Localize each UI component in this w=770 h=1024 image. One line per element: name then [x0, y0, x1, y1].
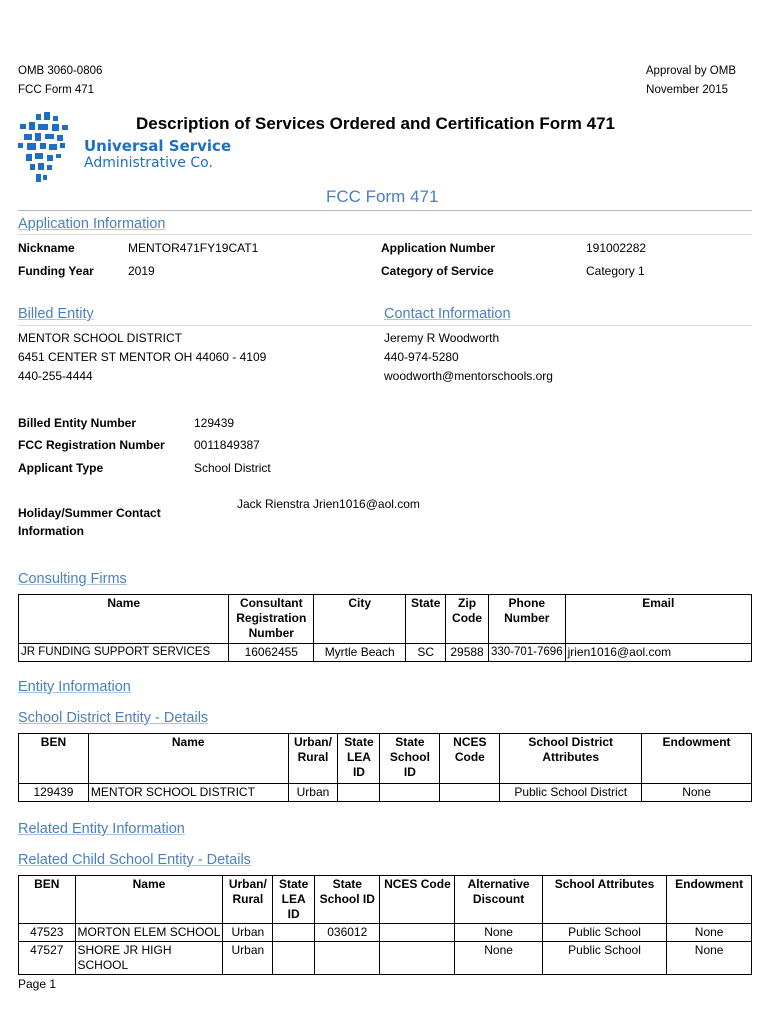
related-child-heading: Related Child School Entity - Details [18, 852, 251, 868]
sd-col-ben: BEN [19, 734, 89, 784]
contact-name: Jeremy R Woodworth [384, 331, 500, 345]
fcc-reg-value: 0011849387 [194, 438, 260, 452]
sd-nces-code [440, 784, 500, 802]
sd-col-state-lea-id: State LEA ID [338, 734, 380, 784]
page-number: Page 1 [18, 977, 57, 991]
contact-email: woodworth@mentorschools.org [384, 369, 553, 383]
school-district-heading: School District Entity - Details [18, 710, 209, 726]
consulting-firm-registration: 16062455 [229, 644, 314, 662]
holiday-label-line-1: Holiday/Summer Contact [18, 506, 161, 520]
consulting-firm-state: SC [406, 644, 446, 662]
consulting-firm-zip: 29588 [446, 644, 489, 662]
child-col-endowment: Endowment [667, 876, 752, 924]
contact-phone: 440-974-5280 [384, 350, 459, 364]
consulting-col-city: City [314, 595, 406, 644]
funding-year-value: 2019 [128, 264, 155, 278]
child-col-name: Name [75, 876, 223, 924]
table-row [19, 644, 752, 662]
child-state-lea-id [273, 942, 315, 975]
sd-col-nces-code: NCES Code [440, 734, 500, 784]
child-endowment: None [667, 942, 752, 975]
applicant-type-label: Applicant Type [18, 461, 104, 475]
sd-attributes: Public School District [500, 784, 642, 802]
sd-ben: 129439 [19, 784, 89, 802]
consulting-firms-heading: Consulting Firms [18, 571, 127, 587]
sd-col-state-school-id: State School ID [380, 734, 440, 784]
holiday-contact-value: Jack Rienstra Jrien1016@aol.com [237, 497, 420, 511]
child-urban-rural: Urban [223, 924, 273, 942]
fcc-reg-label: FCC Registration Number [18, 438, 165, 452]
omb-number: OMB 3060-0806 [18, 65, 103, 77]
child-col-state-school-id: State School ID [315, 876, 380, 924]
nickname-value: MENTOR471FY19CAT1 [128, 241, 259, 255]
related-child-table [18, 875, 752, 975]
consulting-firm-email: jrien1016@aol.com [565, 644, 751, 662]
consulting-col-name: Name [19, 595, 229, 644]
table-row [19, 942, 752, 975]
child-ben: 47523 [19, 924, 76, 942]
sd-col-attributes: School District Attributes [500, 734, 642, 784]
billed-entity-address: 6451 CENTER ST MENTOR OH 44060 - 4109 [18, 350, 267, 364]
application-info-heading: Application Information [18, 216, 166, 232]
omb-approval: Approval by OMB [645, 65, 736, 77]
ben-value: 129439 [194, 416, 235, 430]
billed-entity-heading: Billed Entity [18, 306, 94, 322]
billed-entity-phone: 440-255-4444 [18, 369, 93, 383]
title-divider [18, 210, 752, 211]
consulting-col-zip: Zip Code [446, 595, 489, 644]
child-state-lea-id [273, 924, 315, 942]
ben-label: Billed Entity Number [18, 416, 137, 430]
page-title: Description of Services Ordered and Certification Form 471 [136, 114, 615, 133]
child-alt-discount: None [455, 924, 542, 942]
consulting-firm-phone: 330-701-7696 [488, 644, 565, 662]
logo-line-1: Universal Service [84, 137, 232, 155]
child-nces-code [380, 924, 455, 942]
nickname-label: Nickname [18, 241, 75, 255]
form-heading: FCC Form 471 [326, 187, 439, 206]
category-value: Category 1 [586, 264, 645, 278]
holiday-label-line-2: Information [18, 524, 84, 538]
entity-info-heading: Entity Information [18, 679, 131, 695]
consulting-col-phone: Phone Number [488, 595, 565, 644]
child-name: MORTON ELEM SCHOOL [75, 924, 223, 942]
funding-year-label: Funding Year [18, 264, 94, 278]
child-col-alt-discount: Alternative Discount [455, 876, 542, 924]
sd-endowment: None [642, 784, 752, 802]
child-endowment: None [667, 924, 752, 942]
sd-col-endowment: Endowment [642, 734, 752, 784]
consulting-col-registration: Consultant Registration Number [229, 595, 314, 644]
form-label: FCC Form 471 [18, 84, 95, 96]
child-col-attributes: School Attributes [542, 876, 666, 924]
billed-entity-name: MENTOR SCHOOL DISTRICT [18, 331, 183, 345]
billed-divider [18, 325, 752, 326]
child-urban-rural: Urban [223, 942, 273, 975]
school-district-table [18, 733, 752, 802]
contact-info-heading: Contact Information [384, 306, 511, 322]
sd-state-school-id [380, 784, 440, 802]
child-ben: 47527 [19, 942, 76, 975]
logo-line-2: Administrative Co. [84, 155, 213, 171]
sd-col-name: Name [88, 734, 288, 784]
child-attributes: Public School [542, 942, 666, 975]
child-col-nces-code: NCES Code [380, 876, 455, 924]
child-col-urban-rural: Urban/ Rural [223, 876, 273, 924]
application-divider [18, 234, 752, 235]
table-row [19, 784, 752, 802]
child-alt-discount: None [455, 942, 542, 975]
consulting-firm-name: JR FUNDING SUPPORT SERVICES [19, 644, 229, 662]
related-entity-heading: Related Entity Information [18, 821, 185, 837]
child-attributes: Public School [542, 924, 666, 942]
sd-col-urban-rural: Urban/ Rural [288, 734, 338, 784]
child-col-ben: BEN [19, 876, 76, 924]
sd-urban-rural: Urban [288, 784, 338, 802]
app-number-value: 191002282 [586, 241, 647, 255]
sd-state-lea-id [338, 784, 380, 802]
child-nces-code [380, 942, 455, 975]
child-state-school-id: 036012 [315, 924, 380, 942]
child-col-state-lea-id: State LEA ID [273, 876, 315, 924]
applicant-type-value: School District [194, 461, 271, 475]
consulting-firm-city: Myrtle Beach [314, 644, 406, 662]
sd-name: MENTOR SCHOOL DISTRICT [88, 784, 288, 802]
table-row [19, 924, 752, 942]
child-state-school-id [315, 942, 380, 975]
omb-approval-date: November 2015 [646, 84, 728, 96]
child-name: SHORE JR HIGH SCHOOL [75, 942, 223, 975]
consulting-col-state: State [406, 595, 446, 644]
app-number-label: Application Number [381, 241, 496, 255]
category-label: Category of Service [381, 264, 494, 278]
usac-logo-icon [16, 112, 76, 184]
consulting-firms-table [18, 594, 752, 662]
consulting-col-email: Email [565, 595, 751, 644]
